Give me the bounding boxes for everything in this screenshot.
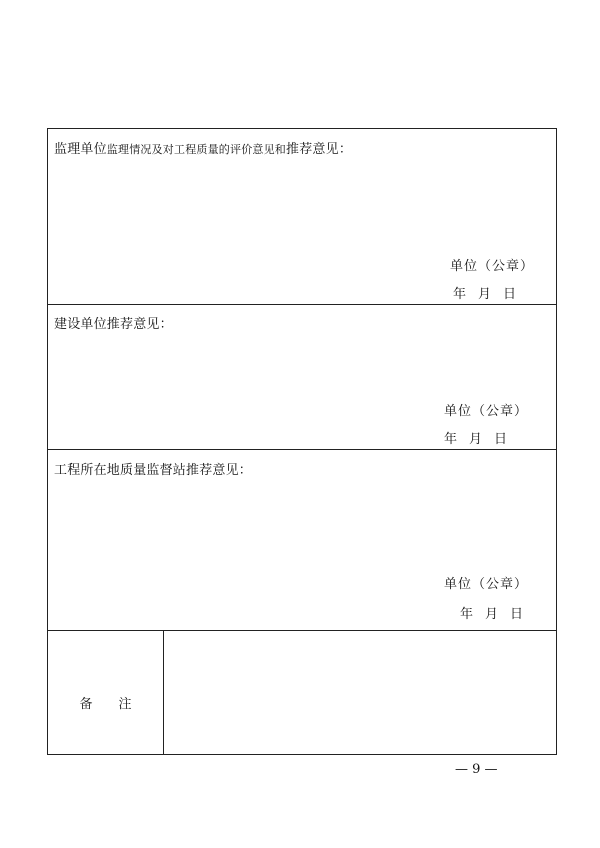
recommendation-form-table [47,128,557,755]
remarks-label-cell [48,631,164,755]
station-opinion-section [48,450,556,631]
builder-opinion-title: 建设单位推荐意见： [54,317,173,332]
supervisor-opinion-title [54,138,352,157]
builder-day-label: 日 [494,432,508,447]
page-number: — 9 — [455,762,498,777]
remarks-content-cell[interactable] [164,631,556,755]
station-seal-label: 单位（公章） [444,577,529,592]
station-month-label: 月 [485,607,499,622]
supervisor-opinion-section [48,129,556,305]
builder-year-label: 年 [444,432,458,447]
station-opinion-title: 工程所在地质量监督站推荐意见： [54,463,253,478]
builder-date-line [444,428,507,447]
supervisor-day-label: 日 [503,287,517,302]
supervisor-title-colon: ： [338,142,353,157]
supervisor-month-label: 月 [478,287,492,302]
builder-opinion-section [48,305,556,450]
supervisor-title-part-3: 推荐意见 [286,142,339,157]
supervisor-title-part-1: 监理单位 [54,142,107,157]
remarks-label: 备注 [79,697,158,712]
builder-seal-label: 单位（公章） [444,404,529,419]
supervisor-year-label: 年 [453,287,467,302]
remarks-section [48,631,556,755]
supervisor-date-line [453,283,516,302]
station-day-label: 日 [510,607,524,622]
supervisor-title-part-2: 监理情况及对工程质量的评价意见和 [106,143,287,156]
supervisor-seal-label: 单位（公章） [450,259,535,274]
builder-month-label: 月 [469,432,483,447]
station-date-line [460,603,523,622]
station-year-label: 年 [460,607,474,622]
